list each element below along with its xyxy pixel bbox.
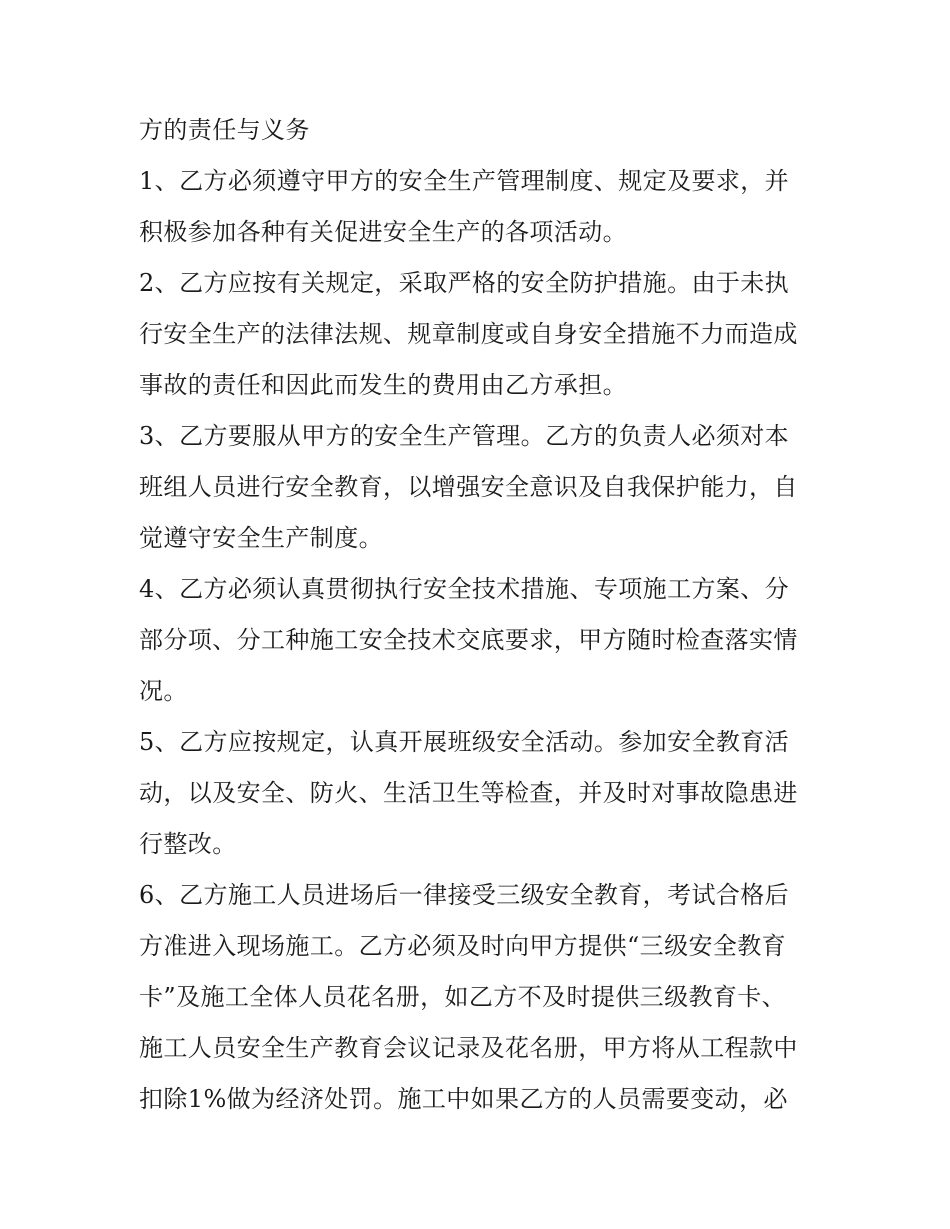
text-line: 动，以及安全、防火、生活卫生等检查，并及时对事故隐患进 xyxy=(139,779,798,807)
text-line: 行安全生产的法律法规、规章制度或自身安全措施不力而造成 xyxy=(139,320,798,348)
text-line: 况。 xyxy=(139,677,188,705)
text-line: 4、乙方必须认真贯彻执行安全技术措施、专项施工方案、分 xyxy=(139,575,790,603)
text-line: 3、乙方要服从甲方的安全生产管理。乙方的负责人必须对本 xyxy=(139,422,790,450)
text-line: 觉遵守安全生产制度。 xyxy=(139,524,383,552)
text-line: 方的责任与义务 xyxy=(139,116,310,144)
text-line: 卡”及施工全体人员花名册，如乙方不及时提供三级教育卡、 xyxy=(139,983,787,1011)
text-line: 事故的责任和因此而发生的费用由乙方承担。 xyxy=(139,371,627,399)
text-line: 1、乙方必须遵守甲方的安全生产管理制度、规定及要求，并 xyxy=(139,167,790,195)
text-line: 行整改。 xyxy=(139,830,237,858)
text-line: 积极参加各种有关促进安全生产的各项活动。 xyxy=(139,218,627,246)
text-line: 6、乙方施工人员进场后一律接受三级安全教育，考试合格后 xyxy=(139,881,790,909)
text-line: 5、乙方应按规定，认真开展班级安全活动。参加安全教育活 xyxy=(139,728,790,756)
document-body xyxy=(139,110,819,1130)
text-line: 施工人员安全生产教育会议记录及花名册，甲方将从工程款中 xyxy=(139,1034,798,1062)
text-line: 班组人员进行安全教育，以增强安全意识及自我保护能力，自 xyxy=(139,473,798,501)
text-line: 扣除1%做为经济处罚。施工中如果乙方的人员需要变动，必 xyxy=(139,1085,788,1113)
text-line: 部分项、分工种施工安全技术交底要求，甲方随时检查落实情 xyxy=(139,626,798,654)
text-line: 方准进入现场施工。乙方必须及时向甲方提供“三级安全教育 xyxy=(139,932,787,960)
text-line: 2、乙方应按有关规定，采取严格的安全防护措施。由于未执 xyxy=(139,269,790,297)
